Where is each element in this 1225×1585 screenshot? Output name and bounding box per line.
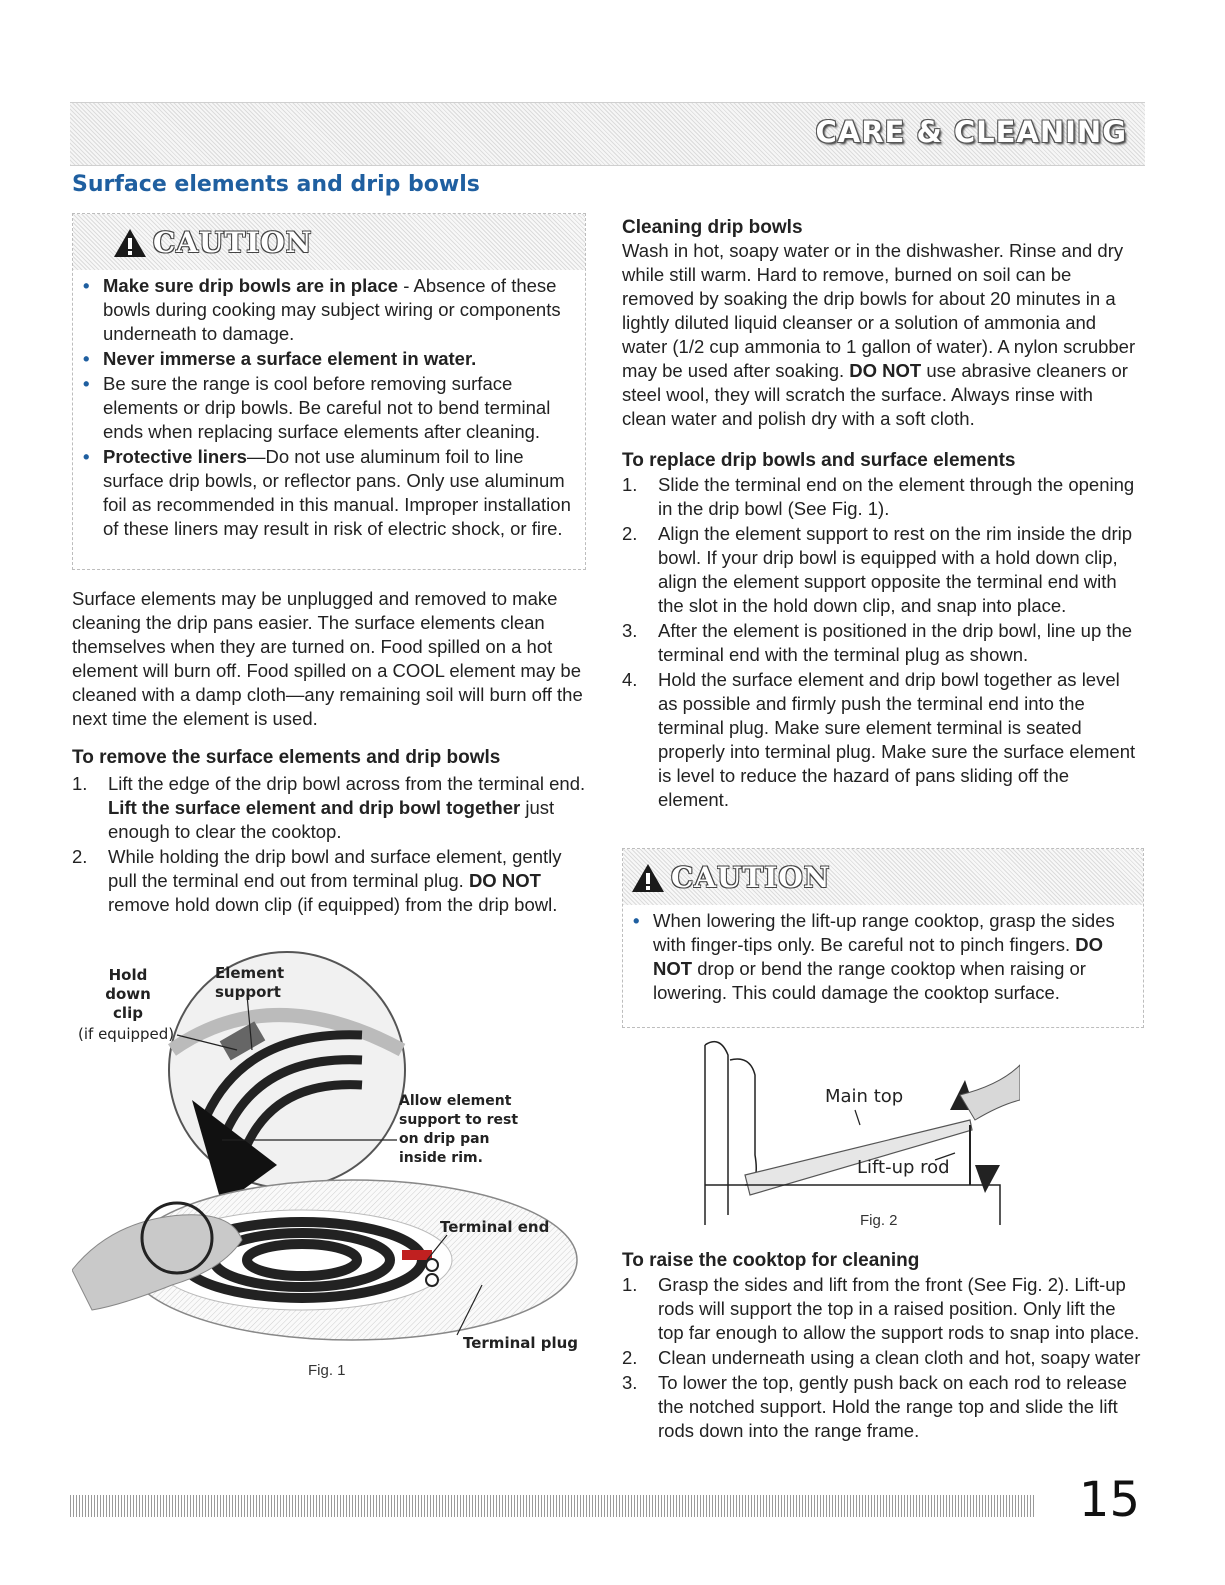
caution-label: CAUTION [153, 226, 313, 259]
step-number: 1. [622, 474, 638, 495]
remove-step [72, 845, 592, 917]
caution-item-bold: Never immerse a surface element in water. [103, 348, 477, 369]
step-number: 2. [72, 846, 88, 867]
fig1-label-element-support: Element support [215, 964, 285, 1001]
cleaning-text: use abrasive cleaners or steel wool, they will scratch the surface. Always rinse with clean water and polish dry with a soft cloth. [622, 360, 1128, 429]
raise-step [622, 1273, 1144, 1345]
caution-item-text: —Do not use aluminum foil to line surface drip bowls, or reflector pans. Only use aluminum foil as recommended in this manual. Improper installation of these liners may result in risk of electric shock, or fire. [103, 446, 571, 539]
footer-band [70, 1495, 1035, 1517]
step-text: just enough to clear the cooktop. [108, 797, 555, 842]
replace-steps [622, 473, 1144, 813]
step-number: 3. [622, 1372, 638, 1393]
step-text-bold: Lift the surface element and drip bowl together [108, 797, 521, 818]
step-number: 1. [72, 773, 88, 794]
page-header-title: CARE & CLEANING [815, 115, 1127, 149]
replace-step [622, 668, 1144, 812]
step-text: To lower the top, gently push back on each rod to release the notched support. Hold the range top and slide the lift rods down into the range frame. [658, 1372, 1127, 1441]
step-text: remove hold down clip (if equipped) from the drip bowl. [108, 894, 558, 915]
step-text: Grasp the sides and lift from the front (See Fig. 2). Lift-up rods will support the top in a raised position. Only lift the top far enough to allow the support rods to snap into place. [658, 1274, 1140, 1343]
step-number: 3. [622, 620, 638, 641]
caution-item [103, 347, 573, 371]
cleaning-text-bold: DO NOT [849, 360, 922, 381]
step-number: 4. [622, 669, 638, 690]
raise-step [622, 1346, 1144, 1370]
cleaning-heading: Cleaning drip bowls [622, 217, 803, 238]
fig1-label-hold-down-clip: Hold down clip [105, 966, 151, 1022]
step-text: After the element is positioned in the drip bowl, line up the terminal end with the terminal plug as shown. [658, 620, 1133, 665]
fig1-label-terminal-plug: Terminal plug [463, 1334, 579, 1352]
caution-item [103, 372, 573, 444]
fig1-label-if-equipped: (if equipped) [78, 1025, 175, 1043]
replace-step [622, 619, 1144, 667]
caution-box-surface-elements [72, 213, 586, 570]
remove-heading: To remove the surface elements and drip bowls [72, 747, 501, 768]
step-text: Lift the edge of the drip bowl across from the terminal end. [108, 773, 586, 794]
step-text: Hold the surface element and drip bowl together as level as possible and firmly push the terminal end into the terminal plug. Make sure element terminal is seated properly into terminal plug. Make sure the surface element is level to reduce the hazard of pans sliding off the element. [658, 669, 1136, 810]
fig2-label-lift-up-rod: Lift-up rod [857, 1157, 950, 1178]
step-text: Slide the terminal end on the element through the opening in the drip bowl (See Fig. 1). [658, 474, 1135, 519]
replace-step [622, 473, 1144, 521]
remove-step [72, 772, 592, 844]
caution-item-text: Be sure the range is cool before removing surface elements or drip bowls. Be careful not to bend terminal ends when replacing surface elements after cleaning. [103, 373, 551, 442]
step-number: 2. [622, 523, 638, 544]
caution-item-text: When lowering the lift-up range cooktop, grasp the sides with finger-tips only. Be careful not to pinch fingers. [653, 910, 1115, 955]
raise-step [622, 1371, 1144, 1443]
caution-item [103, 274, 573, 346]
fig1-label-terminal-end: Terminal end [440, 1218, 550, 1236]
fig2-caption: Fig. 2 [860, 1212, 898, 1229]
fig1-caption: Fig. 1 [308, 1362, 346, 1379]
cleaning-text: Wash in hot, soapy water or in the dishwasher. Rinse and dry while still warm. Hard to remove, burned on soil can be removed by soaking the drip bowls for about 20 minutes in a lightly diluted liquid cleanser or a solution of ammonia and water (1/2 cup ammonia to 1 gallon of water). A nylon scrubber may be used after soaking. [622, 240, 1136, 381]
warning-triangle-icon [113, 227, 147, 259]
caution-item-bold: Protective liners [103, 446, 247, 467]
caution-item-text: - Absence of these bowls during cooking may subject wiring or components underneath to damage. [103, 275, 561, 344]
caution-box-lift-up-cooktop [622, 848, 1144, 1028]
cleaning-paragraph [622, 239, 1142, 431]
section-title: Surface elements and drip bowls [72, 172, 480, 197]
fig2-label-main-top: Main top [825, 1086, 904, 1107]
caution-item [653, 909, 1131, 1005]
raise-heading: To raise the cooktop for cleaning [622, 1250, 920, 1271]
replace-heading: To replace drip bowls and surface elements [622, 450, 1016, 471]
caution-item-bold: Make sure drip bowls are in place [103, 275, 399, 296]
caution-list [623, 905, 1143, 1016]
caution-item-bold: DO NOT [653, 934, 1104, 979]
step-text: Clean underneath using a clean cloth and hot, soapy water [658, 1347, 1141, 1368]
header-band [70, 102, 1145, 166]
step-number: 1. [622, 1274, 638, 1295]
caution-item-text: drop or bend the range cooktop when raising or lowering. This could damage the cooktop surface. [653, 958, 1086, 1003]
caution-list [73, 270, 585, 552]
remove-steps [72, 772, 592, 918]
step-text-bold: DO NOT [468, 870, 541, 891]
fig1-label-allow-element: Allow element support to rest on drip pan inside rim. [399, 1093, 519, 1166]
step-text: While holding the drip bowl and surface element, gently pull the terminal end out from terminal plug. [108, 846, 562, 891]
page-number: 15 [1078, 1472, 1140, 1528]
caution-header [623, 849, 1143, 905]
fig2-lift-up-cooktop-illustration [700, 1035, 1020, 1235]
caution-item [103, 445, 573, 541]
intro-paragraph: Surface elements may be unplugged and removed to make cleaning the drip pans easier. The surface elements clean themselves when they are turned on. Food spilled on a hot element will burn off. Food spilled on a COOL element may be cleaned with a damp cloth—any remaining soil will burn off the next time the element is used. [72, 588, 583, 729]
caution-label: CAUTION [671, 861, 831, 894]
step-number: 2. [622, 1347, 638, 1368]
warning-triangle-icon [631, 862, 665, 894]
step-text: Align the element support to rest on the rim inside the drip bowl. If your drip bowl is equipped with a hold down clip, align the element support opposite the terminal end with the slot in the hold down clip, and snap into place. [658, 523, 1133, 616]
raise-steps [622, 1273, 1144, 1444]
caution-header [73, 214, 585, 270]
replace-step [622, 522, 1144, 618]
